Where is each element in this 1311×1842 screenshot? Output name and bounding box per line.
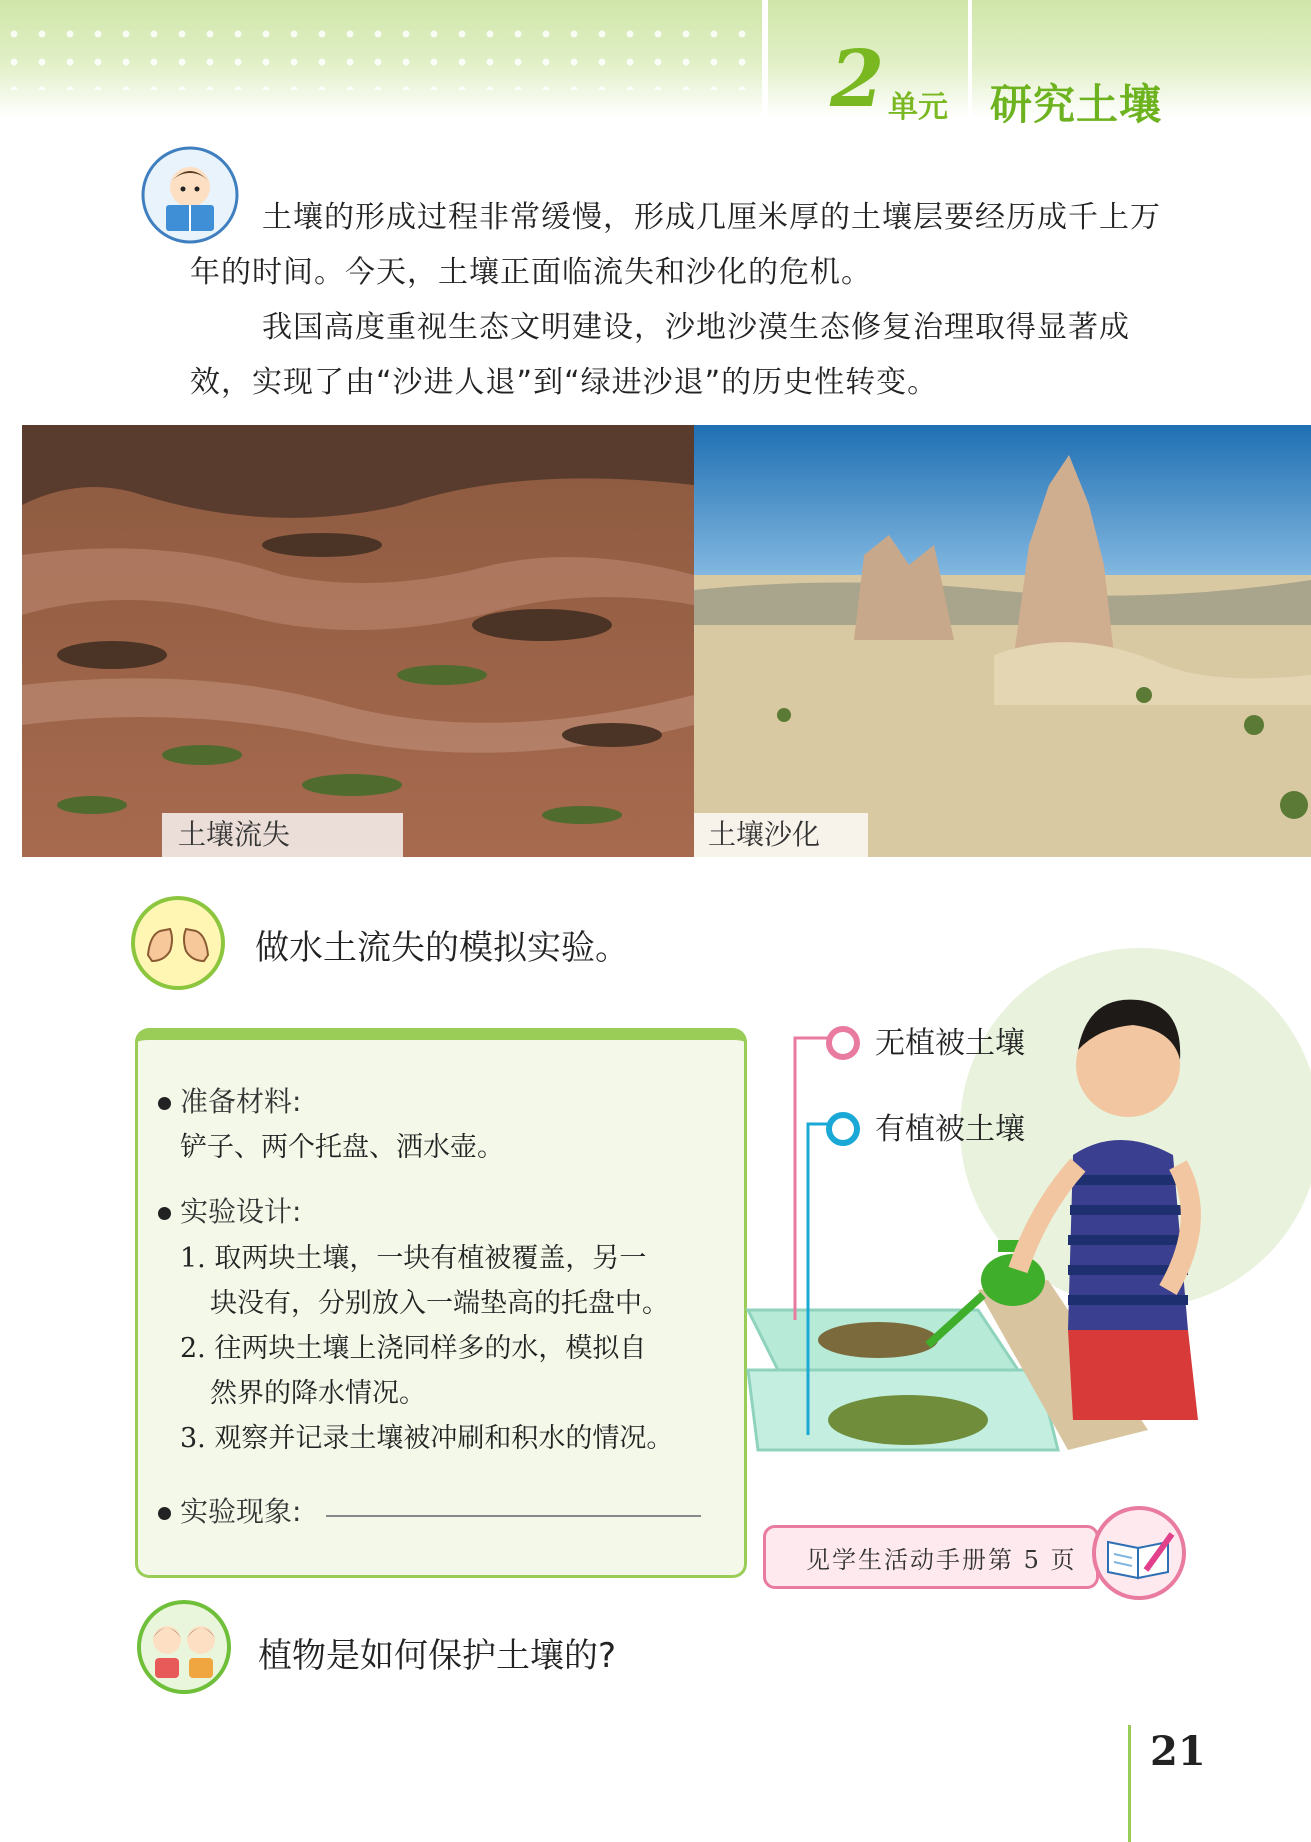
notebook-pencil-icon [1090, 1504, 1188, 1602]
design-step: 3. 观察并记录土壤被冲刷和积水的情况。 [180, 1423, 674, 1454]
soil-desertification-photo [694, 425, 1311, 857]
unit-label: 单元 [888, 90, 948, 125]
workbook-reference [763, 1525, 1099, 1589]
label-marker [826, 1112, 860, 1146]
soil-erosion-photo [22, 425, 694, 857]
page-number: 21 [1150, 1728, 1206, 1775]
header-divider [968, 0, 972, 118]
bullet-point [158, 1507, 171, 1520]
design-step: 块没有，分别放入一端垫高的托盘中。 [210, 1288, 669, 1319]
design-step: 2. 往两块土壤上浇同样多的水，模拟自 [180, 1333, 647, 1364]
unit-number: 2 [830, 34, 885, 125]
discussion-question: 植物是如何保护土壤的? [258, 1636, 617, 1676]
materials-heading: 准备材料: [180, 1085, 302, 1118]
label-vegetation-soil: 有植被土壤 [875, 1112, 1025, 1147]
label-pointer-lines [790, 1020, 850, 1440]
photo-caption: 土壤流失 [162, 813, 403, 857]
materials-list: 铲子、两个托盘、洒水壶。 [180, 1132, 504, 1163]
design-step: 然界的降水情况。 [210, 1378, 426, 1409]
bullet-point [158, 1207, 171, 1220]
observation-answer-line [326, 1515, 701, 1517]
erosion-image [22, 425, 694, 857]
observation-heading: 实验现象: [180, 1495, 302, 1528]
label-marker [826, 1026, 860, 1060]
photo-caption: 土壤沙化 [694, 813, 868, 857]
header-pattern [0, 20, 760, 90]
intro-paragraph: 土壤的形成过程非常缓慢，形成几厘米厚的土壤层要经历成千上万年的时间。今天，土壤正面临流失和沙化的危机。 [190, 200, 1161, 290]
page-number-divider [1128, 1725, 1131, 1842]
intro-paragraph: 我国高度重视生态文明建设，沙地沙漠生态修复治理取得显著成效，实现了由“沙进人退”到“绿进沙退”的历史性转变。 [190, 310, 1130, 400]
experiment-box [135, 1028, 747, 1578]
header-divider [762, 0, 768, 118]
discussing-kids-icon [135, 1598, 233, 1696]
bullet-point [158, 1097, 171, 1110]
design-heading: 实验设计: [180, 1195, 302, 1228]
unit-title: 研究土壤 [990, 80, 1163, 129]
label-no-vegetation-soil: 无植被土壤 [875, 1026, 1025, 1061]
hands-icon [130, 895, 226, 991]
desert-image [694, 425, 1311, 857]
workbook-reference-text: 见学生活动手册第 5 页 [806, 1546, 1077, 1574]
activity-title: 做水土流失的模拟实验。 [255, 928, 629, 968]
design-step: 1. 取两块土壤，一块有植被覆盖，另一 [180, 1243, 647, 1274]
